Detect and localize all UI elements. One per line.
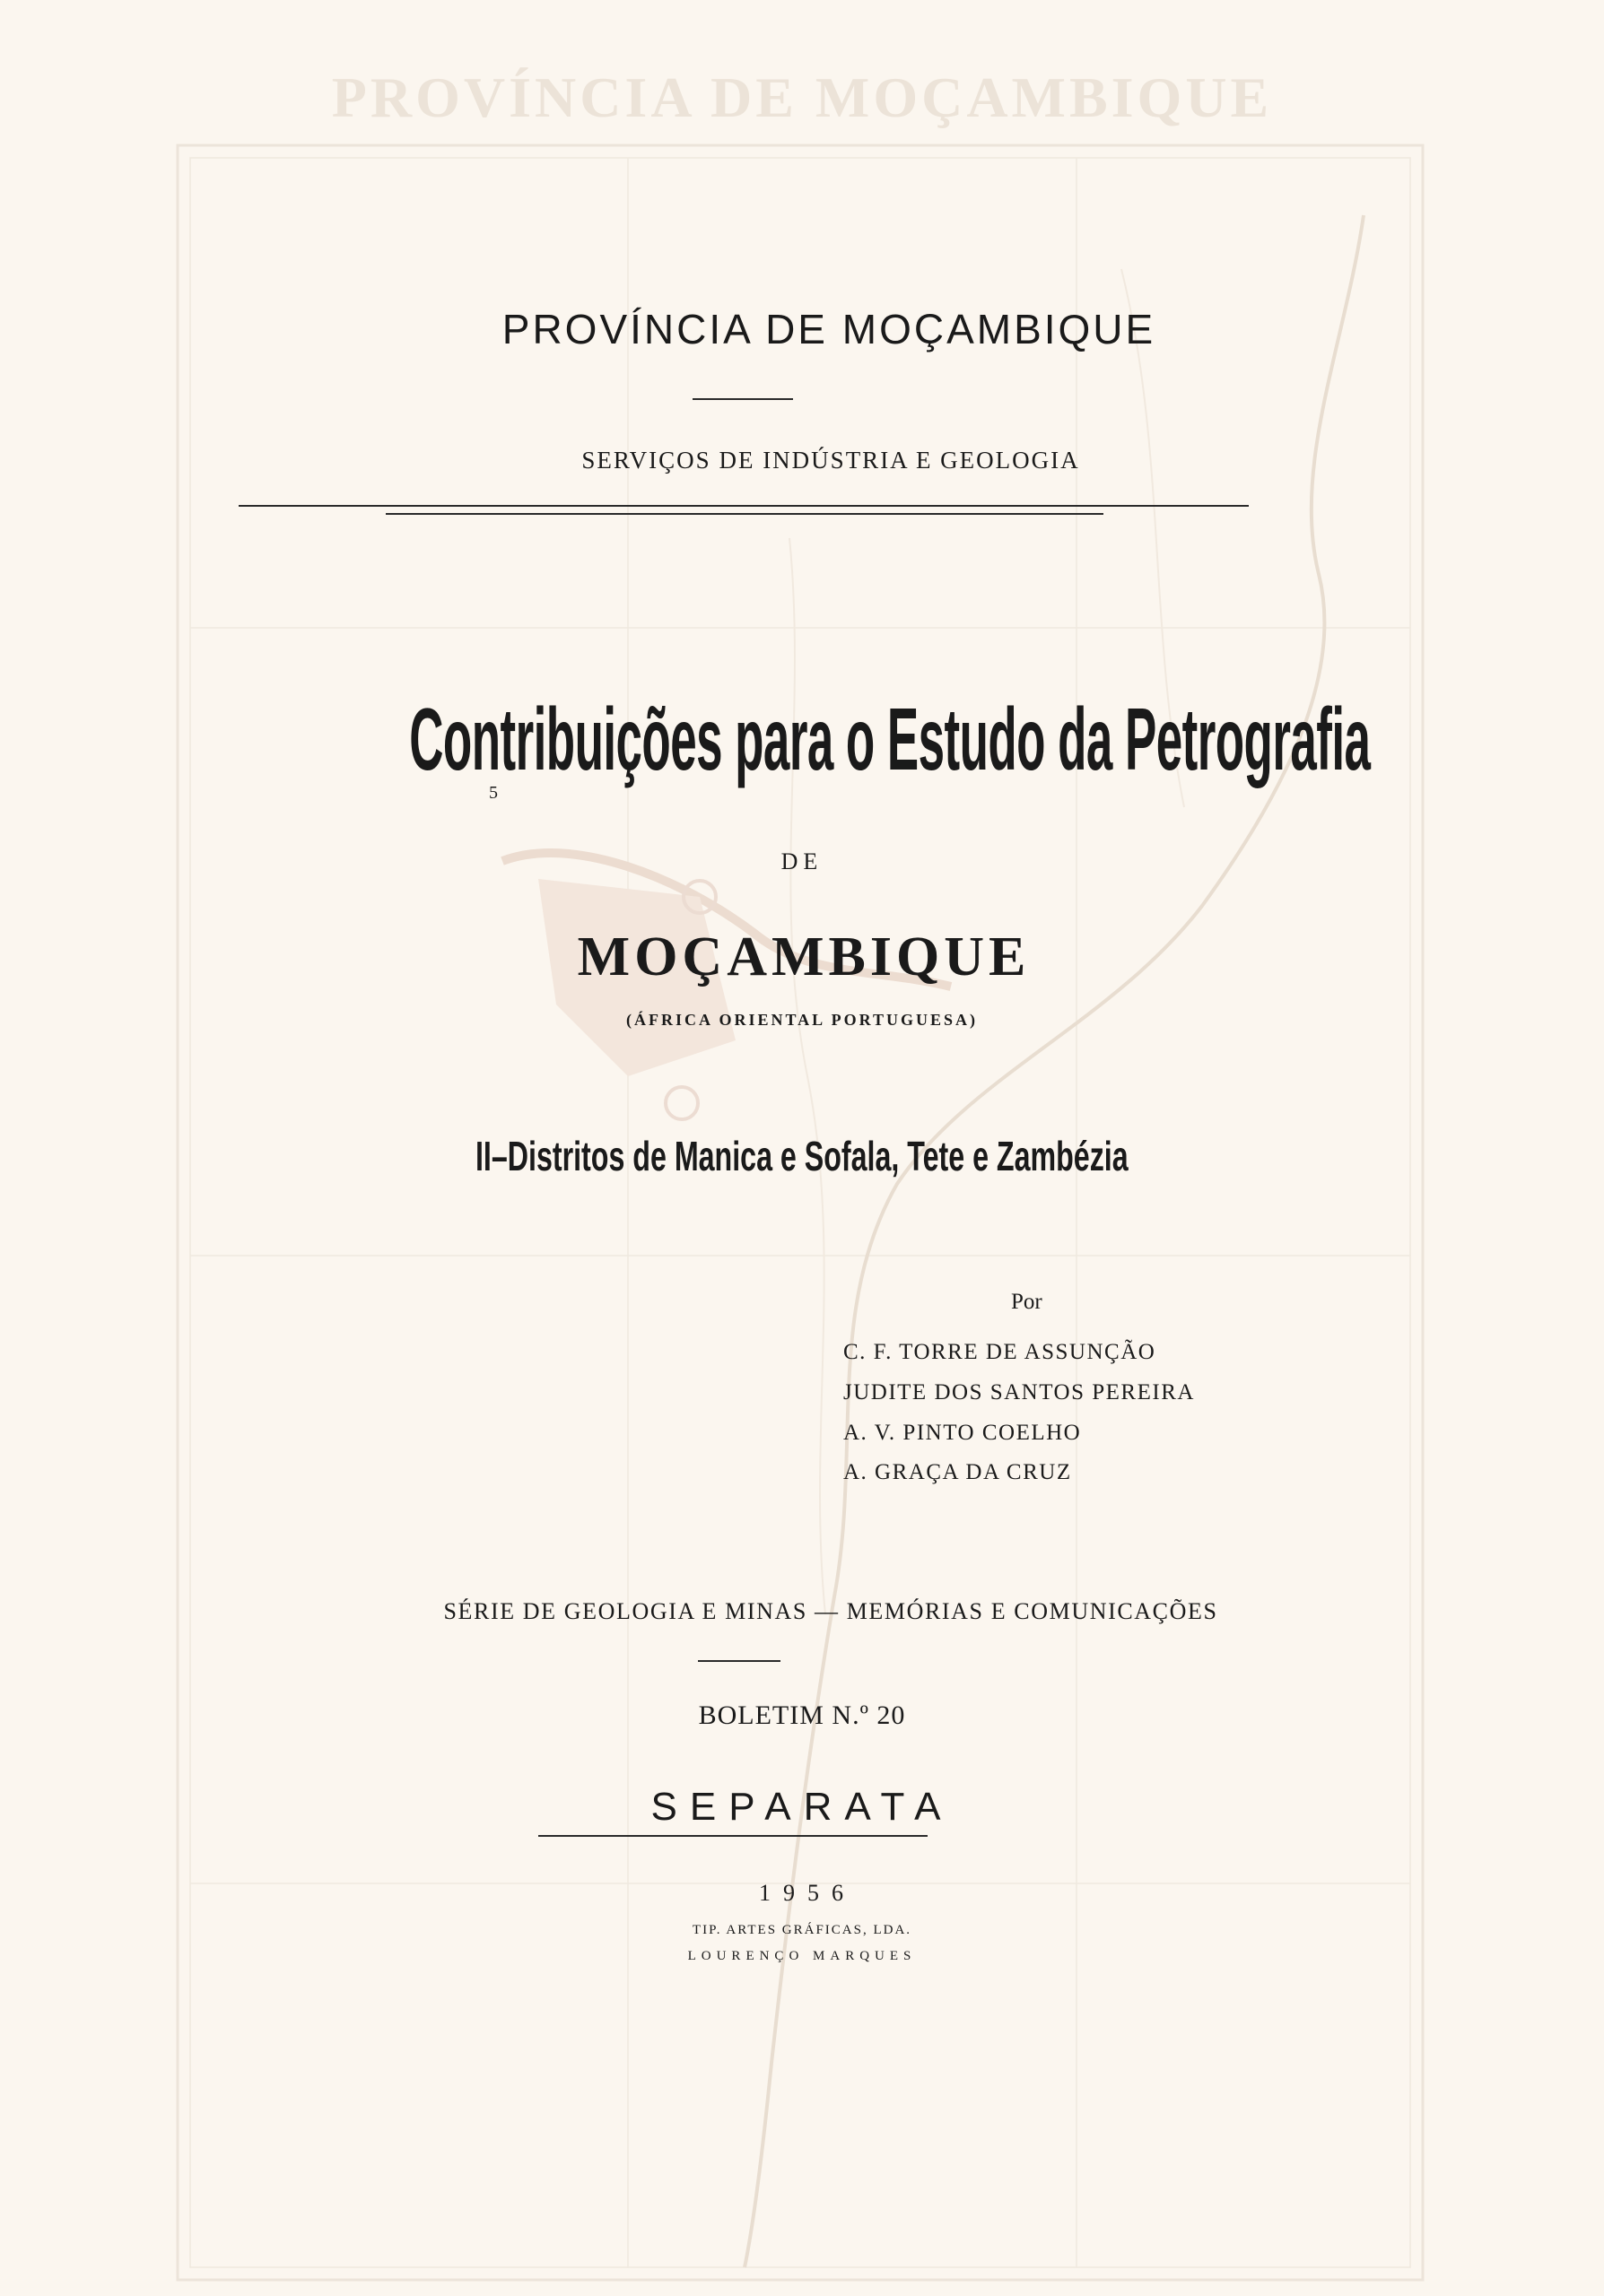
country-name: MOÇAMBIQUE	[577, 926, 1031, 987]
page-number: 5	[489, 783, 498, 803]
author-name: JUDITE DOS SANTOS PEREIRA	[843, 1380, 1195, 1405]
part-subtitle-text: II–Distritos de Manica e Sofala, Tete e Zambézia	[475, 1133, 1129, 1179]
separata-label: SEPARATA	[650, 1785, 954, 1829]
printer-name: TIP. ARTES GRÁFICAS, LDA.	[692, 1923, 912, 1937]
series-name: SÉRIE DE GEOLOGIA E MINAS — MEMÓRIAS E COMUNICAÇÕES	[443, 1598, 1218, 1624]
author-name: A. GRAÇA DA CRUZ	[843, 1460, 1072, 1484]
separata-underline	[538, 1835, 928, 1837]
document-title	[0, 689, 1604, 790]
title-de: DE	[780, 848, 824, 874]
publication-year: 1956	[759, 1880, 856, 1906]
faded-header-text: PROVÍNCIA DE MOÇAMBIQUE	[331, 65, 1273, 129]
region-subtitle: (ÁFRICA ORIENTAL PORTUGUESA)	[625, 1011, 979, 1029]
printer-city: LOURENÇO MARQUES	[687, 1949, 917, 1963]
services-heading: SERVIÇOS DE INDÚSTRIA E GEOLOGIA	[581, 447, 1080, 474]
authors-by-label: Por	[1011, 1290, 1042, 1314]
document-title-text: Contribuições para o Estudo da Petrografia	[409, 690, 1371, 788]
author-name: A. V. PINTO COELHO	[843, 1421, 1082, 1445]
bulletin-number: BOLETIM N.º 20	[698, 1700, 906, 1730]
divider-short	[698, 1660, 780, 1662]
province-heading: PROVÍNCIA DE MOÇAMBIQUE	[501, 306, 1156, 352]
part-subtitle	[0, 1132, 1604, 1180]
divider-double-bottom	[386, 513, 1103, 515]
divider-short	[693, 398, 793, 400]
author-name: C. F. TORRE DE ASSUNÇÃO	[843, 1340, 1156, 1364]
divider-double-top	[239, 505, 1249, 507]
